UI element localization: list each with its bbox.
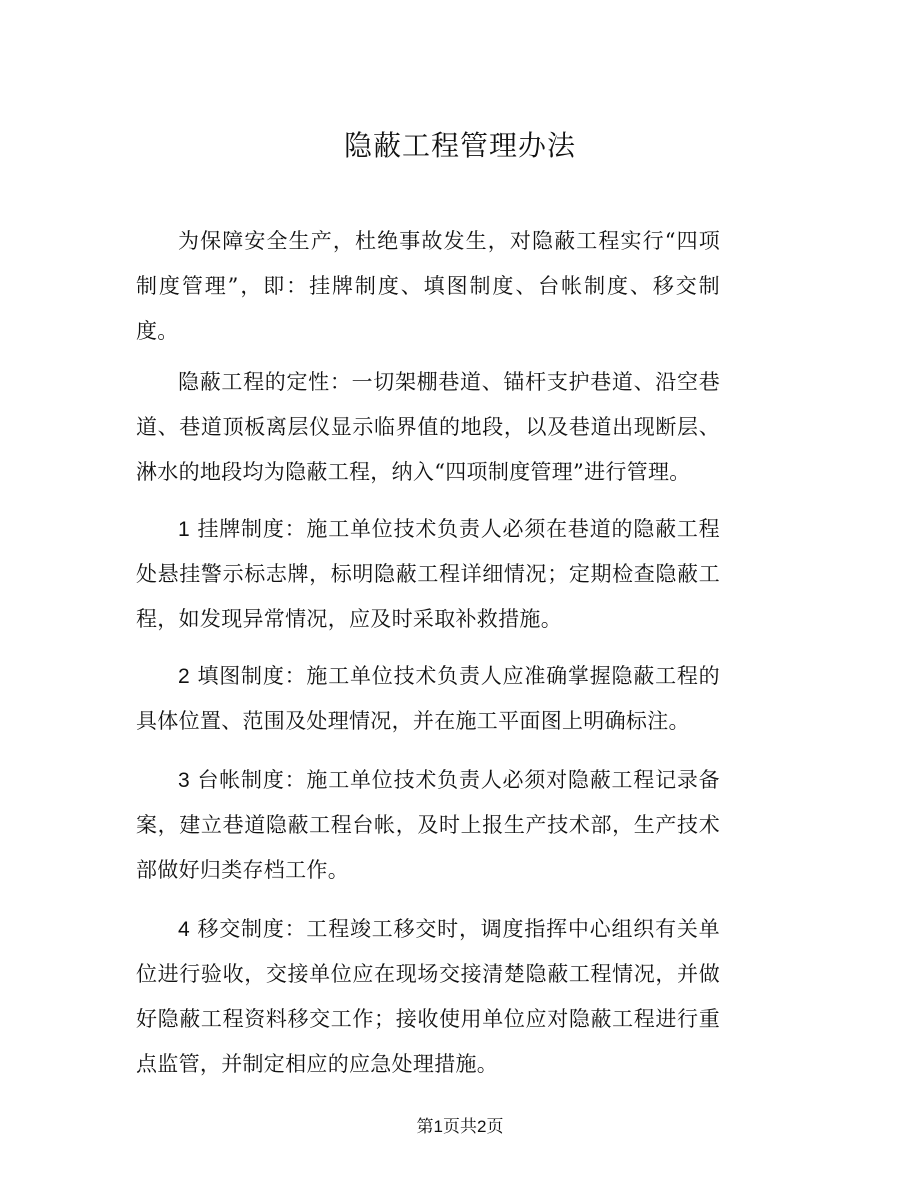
rule-item-3 [136, 758, 720, 893]
rule-item-1 [136, 507, 720, 642]
current-page-number: 1 [433, 1117, 443, 1136]
total-page-number: 2 [477, 1117, 487, 1136]
rule-text: 台帐制度：施工单位技术负责人必须对隐蔽工程记录备案，建立巷道隐蔽工程台帐，及时上报生产技术部，生产技术部做好归类存档工作。 [136, 768, 720, 882]
document-title: 隐蔽工程管理办法 [343, 129, 576, 162]
footer-middle: 页共 [443, 1117, 477, 1137]
rule-text: 填图制度：施工单位技术负责人应准确掌握隐蔽工程的具体位置、范围及处理情况，并在施工平面图上明确标注。 [136, 664, 720, 733]
rule-number: 3 [178, 769, 190, 792]
rule-number: 4 [178, 918, 190, 941]
rule-item-2 [136, 654, 720, 744]
rule-number: 1 [178, 518, 190, 541]
definition-paragraph: 隐蔽工程的定性：一切架棚巷道、锚杆支护巷道、沿空巷道、巷道顶板离层仪显示临界值的地段，以及巷道出现断层、淋水的地段均为隐蔽工程，纳入“四项制度管理”进行管理。 [136, 370, 720, 484]
intro-paragraph: 为保障安全生产，杜绝事故发生，对隐蔽工程实行“四项制度管理”，即：挂牌制度、填图制度、台帐制度、移交制度。 [136, 229, 720, 343]
document-body [136, 219, 720, 1087]
rule-item-4 [136, 907, 720, 1087]
rule-number: 2 [178, 665, 190, 688]
rule-text: 挂牌制度：施工单位技术负责人必须在巷道的隐蔽工程处悬挂警示标志牌，标明隐蔽工程详细情况；定期检查隐蔽工程，如发现异常情况，应及时采取补救措施。 [136, 517, 720, 631]
footer-prefix: 第 [416, 1117, 434, 1137]
page-footer [0, 1116, 920, 1138]
rule-text: 移交制度：工程竣工移交时，调度指挥中心组织有关单位进行验收，交接单位应在现场交接清楚隐蔽工程情况，并做好隐蔽工程资料移交工作；接收使用单位应对隐蔽工程进行重点监管，并制定相应的应急处理措施。 [136, 917, 720, 1076]
footer-suffix: 页 [486, 1117, 504, 1137]
